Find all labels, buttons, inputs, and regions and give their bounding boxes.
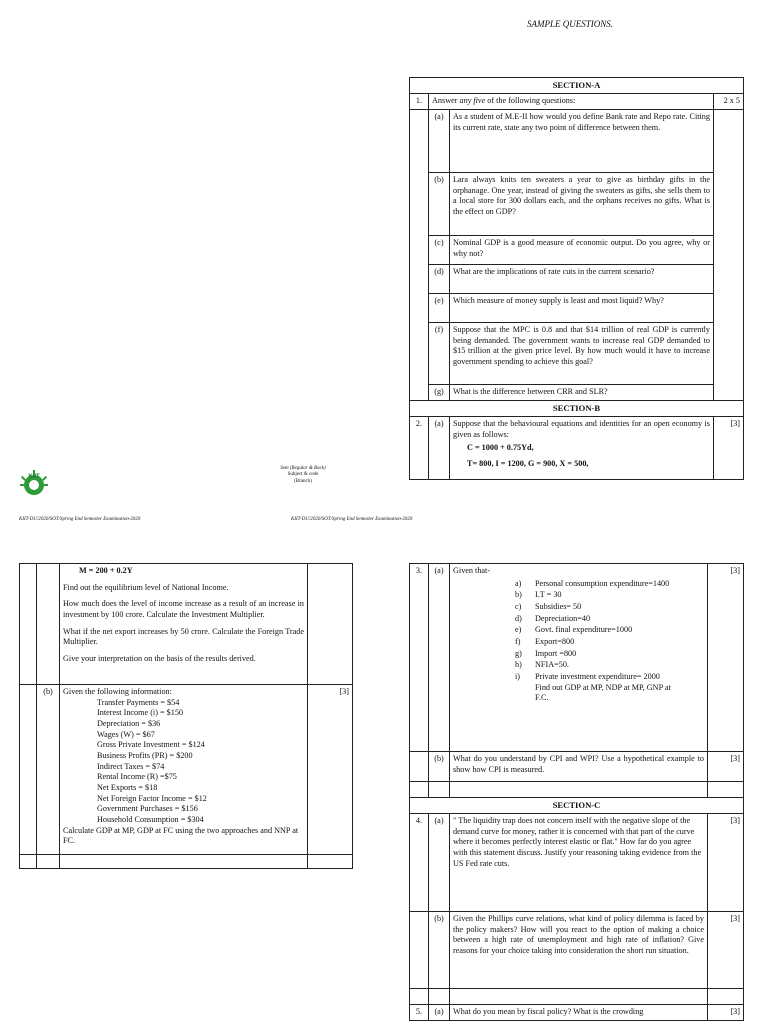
marks-label: [3]: [708, 564, 744, 752]
part-label: (c): [429, 236, 450, 265]
data-item: a) Personal consumption expenditure=1400: [515, 578, 670, 588]
part-label: (a): [429, 417, 450, 480]
part-label: (b): [429, 752, 450, 782]
marks-label: [3]: [308, 685, 353, 855]
university-logo: [19, 468, 49, 496]
data-item: Household Consumption = $304: [97, 814, 204, 824]
question-number: 3.: [410, 564, 429, 752]
section-c-heading: SECTION-C: [410, 798, 744, 814]
question-text: What are the implications of rate cuts in the current scenario?: [450, 265, 714, 294]
section-b-c-table: [409, 563, 744, 1021]
part-label: (e): [429, 294, 450, 323]
data-item: Net Exports = $18: [97, 782, 158, 792]
data-item: Depreciation = $36: [97, 718, 161, 728]
data-item: e) Govt. final expenditure=1000: [515, 625, 633, 635]
question-text: Nominal GDP is a good measure of economic output. Do you agree, why or why not?: [450, 236, 714, 265]
question-number: 2.: [410, 417, 429, 480]
question-text: " The liquidity trap does not concern itself with the negative slope of the demand curve for money, rather it is concerned with that part of the curve where it becomes perfectly interest elastic or flat." How far do you agree with this statement discuss. Justify your reasoning taking evidence from the US Fed rate cuts.: [450, 814, 708, 912]
data-item: h) NFIA=50.: [515, 660, 569, 670]
part-label: (b): [429, 912, 450, 989]
exam-meta: Sem (Regular & Back) Subject & code (Branch): [280, 466, 326, 484]
question-text: As a student of M.E-II how would you define Bank rate and Repo rate. Citing its current rate, state any two point of difference between them.: [450, 110, 714, 173]
logo-emblem-icon: [19, 468, 49, 496]
data-item: b) I.T = 30: [515, 590, 562, 600]
question-text: What do you mean by fiscal policy? What is the crowding: [450, 1005, 708, 1021]
part-label: (d): [429, 265, 450, 294]
marks-label: [3]: [708, 1005, 744, 1021]
data-item: f) Export=800: [515, 636, 575, 646]
question-text: Which measure of money supply is least and most liquid? Why?: [450, 294, 714, 323]
part-label: (a): [429, 110, 450, 173]
data-item: Indirect Taxes = $74: [97, 761, 165, 771]
section-b-continuation-table: [19, 563, 353, 869]
marks-label: 2 x 5: [714, 94, 744, 110]
footer-code: KIIT-DU/2020/SOT/Spring End Semester Examination-2020: [291, 517, 413, 522]
data-item: Interest Income (i) = $150: [97, 708, 184, 718]
data-item: Government Purchases = $156: [97, 804, 198, 814]
data-item: Transfer Payments = $54: [97, 697, 180, 707]
section-b-heading: SECTION-B: [410, 400, 744, 416]
footer-code: KIIT-DU/2020/SOT/Spring End Semester Examination-2020: [19, 517, 141, 522]
question-number: 4.: [410, 814, 429, 912]
part-label: (a): [429, 814, 450, 912]
question-text: What do you understand by CPI and WPI? Use a hypothetical example to show how CPI is measured.: [450, 752, 708, 782]
data-item: Wages (W) = $67: [97, 729, 155, 739]
part-label: (b): [429, 173, 450, 236]
data-item: Business Profits (PR) = $200: [97, 750, 193, 760]
part-label: (b): [37, 685, 60, 855]
part-label: (a): [429, 564, 450, 752]
data-item: Net Foreign Factor Income = $12: [97, 793, 207, 803]
question-text: Lara always knits ten sweaters a year to give as birthday gifts in the orphanage. One year, instead of giving the sweaters as gifts, she sells them to a local store for 300 dollars each, and the orphans receives no gifts. What is the effect on GDP?: [450, 173, 714, 236]
question-number: 5.: [410, 1005, 429, 1021]
question-text: Given the following information: Transfer Payments = $54 Interest Income (i) = $150 Depreciation = $36 Wages (W) = $67 Gross Private Investment = $124 Business Profits (PR) = $200 Indirect Taxes = $74 Rental Income (R) =$75 Net Exports = $18 Net Foreign Factor Income = $12 Government Purchases = $156 Household Consumption = $304 Calculate GDP at MP, GDP at FC using the two approaches and NNP at FC.: [60, 685, 308, 855]
question-text: Given that- a) Personal consumption expenditure=1400 b) I.T = 30 c) Subsidies= 50 d) Depreciation=40 e) Govt. final expenditure=1000 f) Export=800 g) Import =800 h) NFIA=50. i) Private investment expenditure= 2000 Find out GDP at MP, NDP at MP, GNP at F.C.: [450, 564, 708, 752]
question-text: Suppose that the MPC is 0.8 and that $14 trillion of real GDP is currently being demanded. The government wants to increase real GDP demanded to $15 trillion at the given price level. By how much would it have to increase government spending to achieve this goal?: [450, 323, 714, 385]
data-item: c) Subsidies= 50: [515, 601, 582, 611]
marks-label: [3]: [714, 417, 744, 480]
part-label: (a): [429, 1005, 450, 1021]
equation: C = 1000 + 0.75Yd,: [467, 443, 534, 453]
question-number: 1.: [410, 94, 429, 110]
section-a-heading: SECTION-A: [410, 78, 744, 94]
equation: M = 200 + 0.2Y: [79, 566, 133, 575]
data-item: d) Depreciation=40: [515, 613, 591, 623]
data-item: g) Import =800: [515, 648, 577, 658]
question-text: Given the Phillips curve relations, what kind of policy dilemma is faced by the policy makers? How will you react to the option of making a choice between a high rate of unemployment and high rate of inflation? Give reasons for your choice taking into consideration the short run situation.: [450, 912, 708, 989]
question-text: M = 200 + 0.2Y Find out the equilibrium level of National Income. How much does the level of income increase as a result of an increase in investment by 100 crore. Calculate the Investment Multiplier. What if the net export increases by 50 crore. Calculate the Foreign Trade Multiplier. Give your interpretation on the basis of the results derived.: [60, 564, 308, 685]
marks-label: [3]: [708, 752, 744, 782]
svg-text:KIIT: KIIT: [28, 474, 40, 480]
marks-label: [3]: [708, 814, 744, 912]
question-text: What is the difference between CRR and SLR?: [450, 385, 714, 401]
marks-label: [3]: [708, 912, 744, 989]
equation: T= 800, I = 1200, G = 900, X = 500,: [467, 458, 589, 468]
part-label: (g): [429, 385, 450, 401]
part-label: (f): [429, 323, 450, 385]
question-instruction: Answer any five of the following questions:: [429, 94, 714, 110]
data-item: i) Private investment expenditure= 2000 Find out GDP at MP, NDP at MP, GNP at F.C.: [515, 671, 671, 703]
page-title: SAMPLE QUESTIONS.: [527, 19, 613, 29]
question-text: Suppose that the behavioural equations and identities for an open economy is given as follows: C = 1000 + 0.75Yd, T= 800, I = 1200, G = 900, X = 500,: [450, 417, 714, 480]
data-item: Rental Income (R) =$75: [97, 772, 177, 782]
section-a-table: [409, 77, 744, 480]
data-item: Gross Private Investment = $124: [97, 740, 205, 750]
